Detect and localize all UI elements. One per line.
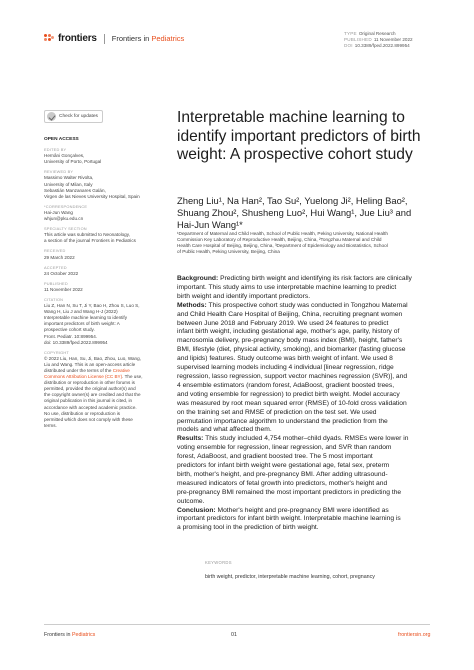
correspondence-email[interactable]: whjun@pku.edu.cn <box>44 216 84 222</box>
reviewed-by: Massimo Walter Rivolta, University of Milan, Italy Sebastián Manzanares Galán, Virgen de las Nieves University Hospital, Spain <box>44 175 140 199</box>
journal-website-link[interactable]: frontiersin.org <box>398 632 431 638</box>
journal-logo <box>44 33 184 44</box>
abstract-section-label: Results: <box>177 435 204 443</box>
abstract <box>177 275 449 533</box>
correspondence-heading: *CORRESPONDENCE <box>44 203 88 209</box>
footer-journal: Frontiers in Pediatrics <box>44 632 96 638</box>
check-updates-icon <box>47 112 56 121</box>
open-access-label: OPEN ACCESS <box>44 137 79 142</box>
copyright: © 2022 Liu, Han, Su, Ji, Bao, Zhou, Luo, Wang, Liu and Wang. This is an open-access article distributed under the terms of the Creative Commons Attribution License (CC BY). The use, distribution or reproduction in other forums is permitted, provided the original author(s) and the copyright owner(s) are credited and that the original publication in this journal is cited, in accordance with accepted academic practice. No use, distribution or reproduction is permitted which does not comply with these terms. <box>44 355 143 428</box>
article-meta: TYPE Original Research PUBLISHED 11 November 2022 DOI 10.3389/fped.2022.899954 <box>344 31 413 49</box>
received-heading: RECEIVED <box>44 248 66 254</box>
article-type: Original Research <box>358 31 396 36</box>
accepted-heading: ACCEPTED <box>44 264 67 270</box>
sidebar <box>44 137 166 429</box>
abstract-section: Background: Predicting birth weight and identifying its risk factors are clinically important. This study aims to use interpretable machine learning to predict birth weight and identify important predictors. <box>177 275 412 300</box>
published-date: 11 November 2022 <box>373 37 413 43</box>
article-title: Interpretable machine learning to identify important predictors of birth weight: A prospective cohort study <box>177 109 421 163</box>
copyright-heading: COPYRIGHT <box>44 349 69 355</box>
check-for-updates-button[interactable] <box>44 110 103 123</box>
abstract-section-label: Background: <box>177 275 219 282</box>
brand-name: frontiers <box>58 33 97 44</box>
check-updates-label: Check for updates <box>59 114 98 119</box>
keywords: birth weight, predictor, interpretable machine learning, cohort, pregnancy <box>205 574 375 580</box>
abstract-section-label: Methods: <box>177 301 207 309</box>
page-number: 01 <box>231 632 237 638</box>
correspondence: Hai-Jun Wang whjun@pku.edu.cn <box>44 210 166 222</box>
abstract-section: Methods: This prospective cohort study was conducted in Tongzhou Maternal and Child Health Care Hospital of Beijing, China, recruiting pregnant women between June 2018 and February 2019. We used 24 features to predict infant birth weight, including gestational age, mother's age, parity, history of macrosomia delivery, pre-pregnancy body mass index (BMI), height, father's BMI, lifestyle (diet, physical activity, smoking), and biomarker (fasting glucose and lipids) features. Study outcome was birth weight of infant. We used 8 supervised learning models including 4 individual [linear regression, ridge regression, lasso regression, support vector machines regression (SVR)], and 4 ensemble estimators (random forest, AdaBoost, gradient boosted trees, and voting ensemble for regression) to predict birth weight. Model accuracy was measured by root mean squared error (RMSE) of 10-fold cross validation on the training set and RMSE of prediction on the test set. We used permutation importance algorithm to understand the prediction from the models and what affected them. <box>177 301 408 434</box>
citation: Liu Z, Han N, Su T, Ji Y, Bao H, Zhou S, Luo S, Wang H, Liu J and Wang H-J (2022) Interpretable machine learning to identify important predictors of birth weight: A prospective cohort study. Front. Pediatr. 10:899954. doi: 10.3389/fped.2022.899954 <box>44 303 140 345</box>
edited-by-heading: EDITED BY <box>44 147 67 153</box>
specialty-heading: SPECIALTY SECTION <box>44 226 87 232</box>
frontiers-logo-icon <box>44 34 54 44</box>
affiliations: ¹Department of Maternal and Child Health, School of Public Health, Peking University, National Health Commission Key Laboratory of Reproductive Health, Beijing, China, ²Tongzhou Maternal and Child Health Care Hospital of Beijing, Beijing, China, ³Department of Epidemiology and Biostatistics, School of Public Health, Peking University, Beijing, China <box>177 231 388 255</box>
accepted-date: 24 October 2022 <box>44 270 79 276</box>
doi: 10.3389/fped.2022.899954 <box>354 43 410 49</box>
cc-license-link-cont[interactable]: Commons Attribution License (CC BY) <box>44 374 123 380</box>
abstract-section-label: Conclusion: <box>177 506 216 514</box>
journal-name: Frontiers in Pediatrics <box>111 34 185 43</box>
citation-heading: CITATION <box>44 296 64 302</box>
logo-divider <box>104 34 105 44</box>
abstract-section: Results: This study included 4,754 mother–child dyads. RMSEs were lower in voting ensemble for regression, linear regression, and SVR than random forest, AdaBoost, and gradient boosted tree. The 5 most important predictors for infant birth weight were gestational age, fetal sex, preterm birth, mother's height, and pre-pregnancy BMI. After adding ultrasound- measured indicators of fetal growth into predictors, mother's height and pre-pregnancy BMI remained the most important predictors in predicting the outcome. <box>177 435 409 505</box>
footer-divider <box>44 624 430 625</box>
abstract-section: Conclusion: Mother's height and pre-pregnancy BMI were identified as important predictors for infant birth weight. Interpretable machine learning is a promising tool in the prediction of birth weight. <box>177 506 401 532</box>
published-heading: PUBLISHED <box>44 280 68 286</box>
author-list: Zheng Liu¹, Na Han², Tao Su², Yuelong Ji², Heling Bao², Shuang Zhou², Shusheng Luo², Hui Wang¹, Jue Liu³ and Hai-Jun Wang¹* <box>177 195 412 231</box>
cc-license-link[interactable]: Creative <box>112 368 130 373</box>
specialty-section: This article was submitted to Neonatology, a section of the journal Frontiers in Pediatrics <box>44 232 136 244</box>
keywords-heading: KEYWORDS <box>205 560 232 565</box>
sidebar-published-date: 11 November 2022 <box>44 286 83 292</box>
edited-by: Hernâni Gonçalves, University of Porto, Portugal <box>44 153 102 165</box>
reviewed-by-heading: REVIEWED BY <box>44 169 74 175</box>
received-date: 29 March 2022 <box>44 254 75 260</box>
